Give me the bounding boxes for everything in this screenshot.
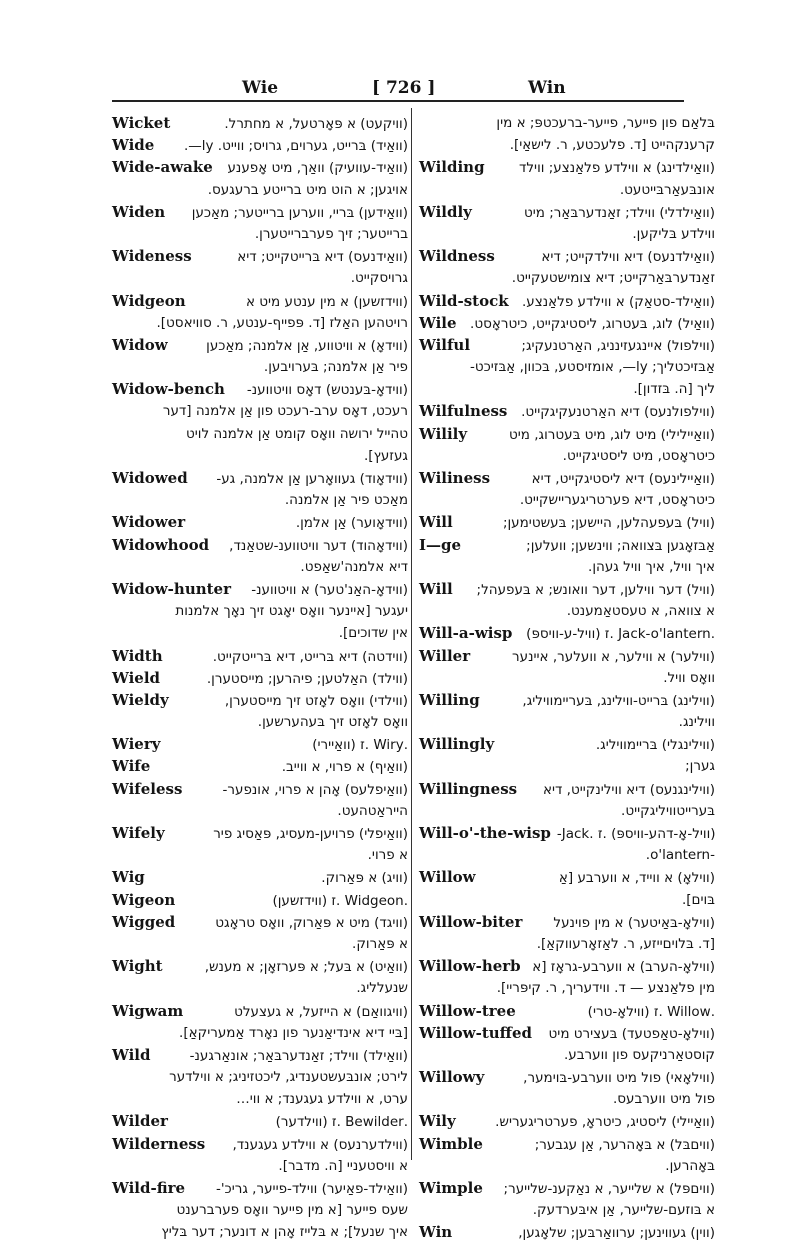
header-last-word: Win — [528, 78, 566, 98]
entry-first-line — [419, 1066, 715, 1088]
dictionary-entry — [419, 467, 715, 511]
entry-first-line — [112, 689, 408, 711]
definition: (ווילדערנעס) א ווילדע געגענד, — [232, 1136, 408, 1153]
definition: (וואַידען) בּריי, ווערען ברייטער; מאַכען — [191, 204, 408, 221]
definition: (וויםפּל) א שלייער, א נאַקענ-שלייער; — [503, 1181, 715, 1197]
headword: Willingness — [419, 779, 518, 798]
definition: (וואַיט) א בּעל; א פּערזאָן; א מענש, — [204, 959, 408, 976]
definition: (ווידאָ-בּענטש) דאָס וויטווענ- — [246, 382, 408, 399]
dictionary-entry — [112, 1110, 408, 1132]
headword: Willing — [419, 690, 480, 709]
definition: (ווידזשען) א מין ענטע מיט א — [245, 293, 408, 310]
definition: (וואַיילינעס) דיא ליסטיגקייט, דיא — [531, 471, 715, 487]
dictionary-entry — [419, 334, 715, 401]
dictionary-entry — [419, 245, 715, 289]
dictionary-entry — [112, 866, 408, 888]
definition-continuation: [בּיי דיא אינדיאַנער פון נאָרד אַמעריקאַ]. — [179, 1024, 408, 1041]
entry-first-line — [112, 511, 408, 533]
page-header — [0, 72, 788, 102]
entry-first-line — [419, 156, 715, 178]
definition-continuation: קוסטאַרניקעס פון ווערבע. — [564, 1046, 715, 1063]
entry-first-line — [419, 1022, 715, 1044]
definition-continuation: ליך [ה. בּזדון]. — [633, 381, 715, 398]
entry-first-line — [419, 645, 715, 667]
definition-continuation: רעכט, דאָס ערב-רעכט פון אַן אלמנה [דער — [162, 403, 408, 420]
definition-continuation: בּוים]. — [681, 891, 715, 908]
definition-continuation: אונבּעאַרבּייטעט. — [619, 181, 715, 198]
headword: Widgeon — [112, 291, 186, 310]
definition: (ווידאָ-האַנ'טער) א וויטווענ- — [251, 581, 408, 598]
definition: (ווילאָ-הערב) א ווערבע-גראָז [א — [532, 959, 715, 976]
definition: (ווין) געווינען; ערוואַרבּען; שלאָגען, — [518, 1225, 715, 1242]
dictionary-entry — [419, 645, 715, 689]
entry-first-line — [112, 467, 408, 489]
headword: Wilder — [112, 1112, 168, 1131]
definition-continuation: -o'lantern. — [645, 847, 715, 864]
definition-continuation: א וויסטעניי [ה. מדבר]. — [278, 1157, 408, 1174]
headword: Wilful — [419, 335, 471, 354]
dictionary-entry — [112, 245, 408, 289]
definition: (ווילאָאי) פול מיט ווערבע-בּוימער, — [523, 1070, 715, 1087]
headword: Wifeless — [112, 779, 183, 798]
entry-first-line — [419, 733, 715, 755]
entry-first-line — [419, 423, 715, 445]
definition: (ווילער) א ווילער, א וועלער, איינער — [512, 648, 715, 665]
dictionary-entry — [112, 578, 408, 645]
definition-continuation: דיא אלמנה'שאַפט. — [300, 558, 408, 575]
headword: Wife — [112, 757, 151, 776]
headword: Wigwam — [112, 1001, 184, 1020]
entry-first-line — [112, 889, 408, 911]
dictionary-entry — [419, 201, 715, 245]
definition: .Wiry .ז (וואַיירי) — [312, 737, 408, 754]
dictionary-entry — [419, 1110, 715, 1132]
headword: Width — [112, 646, 163, 665]
headword: Willow-tuffed — [419, 1023, 532, 1042]
column-divider — [411, 108, 412, 1160]
headword: Willow-tree — [419, 1001, 516, 1020]
definition: (וואַילד-סטאַק) א ווילדע פלאַנצע. — [521, 293, 715, 310]
dictionary-entry — [419, 955, 715, 999]
dictionary-entry — [112, 1044, 408, 1111]
definition: .Widgeon .ז (ווידזשען) — [272, 892, 408, 909]
entry-first-line — [112, 778, 408, 800]
definition-continuation: לירט; אונבּעשטענדיג, ליכטזיניג; א ווילדער — [169, 1069, 408, 1086]
definition: .Bewilder .ז (ווילדער) — [275, 1114, 408, 1131]
definition: (וואַיפלי) פרויען-מעסיג, פּאַסיג פיר — [213, 826, 408, 842]
definition: (וואַילד-פאַיער) ווילד-פייער, גריכ'- — [215, 1181, 408, 1197]
definition: (ווילינגנעס) דיא ווילינקייט, דיא — [542, 781, 715, 798]
entry-first-line — [419, 778, 715, 800]
headword: Wig — [112, 868, 145, 887]
headword: Wilfulness — [419, 402, 508, 421]
entry-first-line — [419, 312, 715, 334]
dictionary-entry — [112, 755, 408, 777]
definition: (ווילינג) בּרייט-ווילינג, בּעריימוויליג, — [522, 692, 715, 709]
definition: (ווידאָוד) געוואָרען אַן אלמנה, גע- — [216, 471, 408, 487]
definition: (ווילינגלי) בּריימוויליג. — [595, 737, 715, 754]
definition: (ווילאָ-בּאַיטער) א מין פוינעל — [553, 914, 715, 931]
definition-continuation: זאַנדערבּאַרקייט; דיא צומישטעקייט. — [511, 270, 715, 287]
entry-first-line — [419, 467, 715, 489]
definition-continuation: א צוואה, א טעסטאַמענט. — [566, 603, 715, 620]
definition-continuation: ווילינג. — [678, 714, 715, 731]
headword: Win — [419, 1223, 453, 1242]
headword: Widowhood — [112, 535, 210, 554]
dictionary-entry — [419, 911, 715, 955]
definition-continuation: ווילדע בּליקען. — [632, 225, 715, 242]
definition: (וואַיד-עוועיק) וואַך, מיט אָפענע — [227, 160, 408, 177]
dictionary-entry — [419, 1177, 715, 1221]
entry-first-line — [112, 911, 408, 933]
definition: (וואַילדלי) ווילד; זאַנדערבּאַר; מיט — [524, 204, 715, 221]
entry-first-line — [112, 955, 408, 977]
headword: Will — [419, 579, 453, 598]
headword: Wilding — [419, 158, 485, 177]
definition: (וואַילדנעס) דיא ווילדקייט; דיא — [541, 249, 715, 266]
definition: (וויגד) מיט א פּאַרוק, וואָס טראָגט — [215, 914, 408, 931]
entry-first-line — [419, 1177, 715, 1199]
dictionary-entry — [112, 667, 408, 689]
dictionary-entry — [112, 334, 408, 378]
dictionary-entry — [419, 312, 715, 334]
entry-first-line — [112, 645, 408, 667]
definition-continuation: שעס פייער [א מין פייער וואָס פערברענט — [176, 1202, 408, 1219]
dictionary-entry — [419, 423, 715, 467]
entry-first-line — [419, 334, 715, 356]
headword: Will-o'-the-wisp — [419, 824, 551, 842]
dictionary-entry — [419, 534, 715, 578]
dictionary-entry — [419, 400, 715, 422]
headword: Wimple — [419, 1179, 483, 1197]
definition-continuation: א פּאַרוק. — [352, 935, 408, 952]
entry-first-line — [419, 1000, 715, 1022]
headword: Wild — [112, 1045, 151, 1064]
definition-continuation: איך שנעל]; א בּלייז אָהן א דונער; דער בּליץ — [161, 1224, 408, 1241]
definition: (וואַילדינג) א ווילדע פלאַנצע; ווילד — [519, 160, 715, 177]
definition: (וואַיילי) ליסטיג, כיטראָ, פערטריגעריש. — [495, 1114, 715, 1131]
headword: Willer — [419, 646, 471, 665]
headword: Wildness — [419, 247, 495, 266]
page-number: [ 726 ] — [372, 78, 436, 98]
headword: Wifely — [112, 824, 165, 842]
definition: (ווילפול) איינגעזינניג, האַרטנעקיג; — [521, 337, 715, 354]
entry-first-line — [112, 866, 408, 888]
entry-first-line — [419, 622, 715, 644]
headword: Wide — [112, 136, 155, 155]
entry-first-line — [112, 822, 408, 844]
header-rule — [112, 100, 684, 102]
definition-continuation: מין פלאַנצע — ד. ווידעריך, ר. קיפּריי]. — [496, 980, 715, 997]
entry-first-line — [112, 378, 408, 400]
headword: Widower — [112, 513, 186, 532]
dictionary-entry — [419, 1022, 715, 1066]
dictionary-entry — [112, 1133, 408, 1177]
entry-first-line — [419, 201, 715, 223]
definition: (וואַיף) א פרוי, א ווייב. — [281, 759, 408, 776]
entry-first-line — [112, 578, 408, 600]
headword: Willowy — [419, 1068, 485, 1087]
definition-continuation: ברייטער; זיך פערברייטערן. — [254, 225, 408, 242]
headword: Wildly — [419, 202, 472, 221]
entry-first-line — [112, 201, 408, 223]
entry-first-line — [112, 1110, 408, 1132]
dictionary-entry — [419, 778, 715, 822]
headword: Wight — [112, 957, 163, 976]
definition-continuation: אַבּזיכטליך; ly—, אומזיסטע, בּכוון, אַבּזיכט- — [470, 359, 715, 376]
definition: (ווידאָ) א וויטווע, אַן אלמנה; מאַכען — [206, 337, 408, 354]
definition-continuation: וואָס וויל. — [663, 669, 715, 686]
definition-continuation: בּאָהרען. — [665, 1157, 715, 1174]
dictionary-entry — [419, 1221, 715, 1243]
dictionary-entry — [419, 511, 715, 533]
definition: .Jack-o'lantern .ז (וויל-ע-וויספּ) — [526, 626, 715, 643]
entry-first-line — [112, 733, 408, 755]
definition: (וואַילד) ווילד; זאַנדערבּאַר; אונאַרגענ- — [189, 1047, 408, 1064]
definition-continuation: מאַכט פיר אַן אלמנה. — [284, 492, 408, 509]
entry-first-line — [112, 134, 408, 156]
definition: (וואַיפלעס) אָהן א פרוי, אונפער- — [222, 781, 408, 798]
headword: Widow-bench — [112, 380, 225, 399]
headword: Willow-herb — [419, 957, 521, 976]
headword: Wiliness — [419, 469, 491, 487]
dictionary-entry — [419, 290, 715, 312]
dictionary-entry — [419, 866, 715, 910]
definition: (ווילד) האַלטען; פיהרען; מייסטערן. — [206, 670, 408, 687]
definition: .Willow .ז (ווילאָ-טרי) — [587, 1003, 715, 1020]
definition-continuation: אין שדוכים]. — [338, 625, 408, 642]
headword: Wimble — [419, 1134, 483, 1153]
dictionary-entry — [419, 1066, 715, 1110]
entry-first-line — [112, 334, 408, 356]
entry-first-line — [419, 955, 715, 977]
entry-first-line — [419, 689, 715, 711]
dictionary-entry — [112, 112, 408, 134]
definition-continuation: אויגען; א הוט מיט ברייטע ברעגעס. — [207, 181, 408, 198]
entry-first-line — [419, 290, 715, 312]
headword: Wild-stock — [419, 291, 509, 310]
headword: Widen — [112, 202, 166, 221]
header-first-word: Wie — [242, 78, 279, 98]
entry-first-line — [112, 1177, 408, 1199]
dictionary-entry — [112, 645, 408, 667]
dictionary-entry — [112, 534, 408, 578]
dictionary-entry — [419, 112, 715, 156]
definition: (וויל) דער ווילען, דער וואונש; א בּעפעהל; — [476, 581, 715, 598]
definition: (וויםבּל) א בּאָהרער, אַן עגבער; — [534, 1136, 715, 1153]
headword: Will — [419, 513, 453, 532]
definition: (וואַיילילי) מיט לוג, מיט בּעטרוג, מיט — [509, 426, 715, 443]
definition: (ווילאָ-טאַפטעד) בּעצירט מיט — [548, 1025, 715, 1042]
headword: Wild-fire — [112, 1179, 186, 1197]
definition: (ווידאָהוד) דער וויטווענ-שטאַנד, — [229, 537, 408, 554]
dictionary-entry — [112, 156, 408, 200]
entry-first-line — [419, 534, 715, 556]
headword: Wily — [419, 1112, 456, 1131]
entry-first-line — [112, 667, 408, 689]
definition-continuation: כיטראָסט, מיט ליסטיגקייט. — [562, 447, 715, 464]
headword: Wigged — [112, 912, 176, 931]
definition: (וויל) בּעפעהלען, היישען; בּעשטימען; — [502, 515, 715, 532]
definition-continuation: [ד. בּלויםייזע, ר. לאַזאָרעווקאַ]. — [536, 935, 715, 952]
dictionary-entry — [419, 578, 715, 622]
dictionary-entry — [112, 1177, 408, 1244]
entry-first-line — [112, 245, 408, 267]
definition-continuation: הייראַטהעט. — [337, 802, 408, 819]
definition: (וואַיד) בּרייט, גערוים, גרויס; ווייט. ly—. — [183, 138, 408, 155]
headword: Wiery — [112, 735, 161, 754]
dictionary-entry — [112, 378, 408, 467]
dictionary-entry — [112, 822, 408, 866]
dictionary-entry — [112, 134, 408, 156]
definition: אַבּזאָגען בּצוואה; ווינשען; וועלען; — [526, 537, 715, 554]
dictionary-entry — [419, 689, 715, 733]
entry-first-line — [419, 822, 715, 844]
definition-continuation: גרויסקייט. — [350, 270, 408, 287]
definition: (ווילאָ) א ווייד, א ווערבע [אַ — [558, 870, 715, 887]
entry-first-line — [419, 1133, 715, 1155]
definition-continuation: טהייל ירושה וואָס קומט אַן אלמנה לויט — [186, 425, 408, 442]
definition-continuation: שנעלליג. — [356, 980, 408, 997]
definition: (ווידטה) דיא בּרייט, דיא בּרייטקייט. — [212, 648, 408, 665]
definition-continuation: איך וויל, איך וויל געהן. — [588, 558, 715, 575]
dictionary-entry — [419, 622, 715, 644]
definition: (וואַידנעס) דיא בּרייטקייט; דיא — [237, 249, 408, 266]
definition-continuation: א בּוזעם-שלייער, אַן איבּערדעק. — [532, 1202, 715, 1219]
dictionary-entry — [112, 733, 408, 755]
definition-continuation: כיטראָסט, דיא פערטריגעריישקייט. — [519, 492, 715, 509]
headword: Wieldy — [112, 690, 169, 709]
dictionary-entry — [112, 467, 408, 511]
entry-first-line — [419, 1221, 715, 1243]
dictionary-entry — [112, 201, 408, 245]
definition-continuation: גערן; — [685, 758, 715, 775]
definition: (וויל-אָ-דהע-וויספּ) .ז .Jack- — [556, 826, 716, 842]
headword: Willow-biter — [419, 912, 523, 931]
headword: Will-a-wisp — [419, 624, 513, 643]
dictionary-entry — [112, 1000, 408, 1044]
dictionary-entry — [419, 156, 715, 200]
entry-first-line — [419, 511, 715, 533]
definition-continuation: רויטהען האַלז [ד. פּפייף-ענטע, ר. סוויאסט]. — [156, 314, 408, 331]
headword: Widow-hunter — [112, 579, 232, 598]
definition-continuation: קרענקהייט [ד. פלעכטע, ר. לישאַי]. — [509, 137, 715, 154]
definition: (ווילפולנעס) דיא האַרטנעקיגקייט. — [521, 404, 715, 421]
definition-continuation: געזעץ]. — [364, 447, 408, 464]
dictionary-entry — [419, 822, 715, 866]
headword: Wile — [419, 313, 457, 332]
entry-first-line — [419, 1110, 715, 1132]
entry-first-line — [112, 1044, 408, 1066]
definition: (וויגוואַם) א הייזעל, א געצעלט — [234, 1003, 408, 1020]
dictionary-entry — [112, 290, 408, 334]
definition: (ווידאָוער) אַן אלמן. — [295, 515, 408, 532]
definition: (ווילדי) וואָס לאָזט זיך מייסטערן, — [224, 692, 408, 709]
definition-continuation: פול מיט ווערבעס. — [612, 1091, 715, 1108]
headword: Willingly — [419, 735, 495, 754]
headword: Wide-awake — [112, 158, 213, 177]
entry-first-line — [112, 1133, 408, 1155]
definition-continuation: ערט, א ווילדע געגענד; א ווי… — [236, 1091, 408, 1108]
entry-first-line — [419, 911, 715, 933]
headword: Widow — [112, 335, 168, 354]
dictionary-entry — [112, 511, 408, 533]
dictionary-entry — [112, 689, 408, 733]
dictionary-entry — [112, 955, 408, 999]
entry-first-line — [112, 534, 408, 556]
headword: Wideness — [112, 247, 192, 266]
headword: Wigeon — [112, 890, 176, 909]
right-column — [419, 112, 715, 1244]
definition: (וויקעט) א פּאָרטעל, א מחתרל. — [224, 116, 408, 132]
entry-first-line — [419, 245, 715, 267]
dictionary-entry — [419, 1133, 715, 1177]
entry-first-line — [112, 290, 408, 312]
definition: (וואַיל) לוג, בּעטרוג, ליסטיגקייט, כיטראָסט. — [470, 315, 715, 332]
left-column — [112, 112, 408, 1244]
headword: I—ge — [419, 535, 462, 554]
definition-continuation: בּערייטוויליגקייט. — [621, 802, 715, 819]
headword: Wilily — [419, 424, 468, 443]
dictionary-entry — [419, 733, 715, 777]
definition-continuation: יעגער [איינער וואָס יאָגט זיך נאָך אלמנות — [175, 603, 408, 620]
entry-first-line — [112, 755, 408, 777]
entry-first-line — [112, 156, 408, 178]
entry-first-line — [112, 1000, 408, 1022]
entry-first-line — [112, 112, 408, 134]
headword: Willow — [419, 868, 476, 887]
headword: Wield — [112, 668, 161, 687]
definition-continuation: פיר אַן אלמנה; בּערויבען. — [263, 359, 408, 376]
definition: (וויג) א פּאַרוק. — [321, 870, 408, 887]
headword: Wicket — [112, 114, 171, 132]
dictionary-entry — [419, 1000, 715, 1022]
dictionary-entry — [112, 911, 408, 955]
definition-continuation: בּלאַם פון פייער, פייער-ברעכטפּ; א מין — [496, 115, 715, 131]
headword: Wilderness — [112, 1134, 206, 1153]
entry-first-line — [419, 400, 715, 422]
entry-first-line — [419, 578, 715, 600]
entry-first-line — [419, 866, 715, 888]
headword: Widowed — [112, 469, 188, 487]
dictionary-entry — [112, 889, 408, 911]
definition-continuation: א פרוי. — [367, 847, 408, 864]
dictionary-entry — [112, 778, 408, 822]
definition-continuation: וואָס לאָזט זיך בּעהערשען. — [257, 714, 408, 731]
